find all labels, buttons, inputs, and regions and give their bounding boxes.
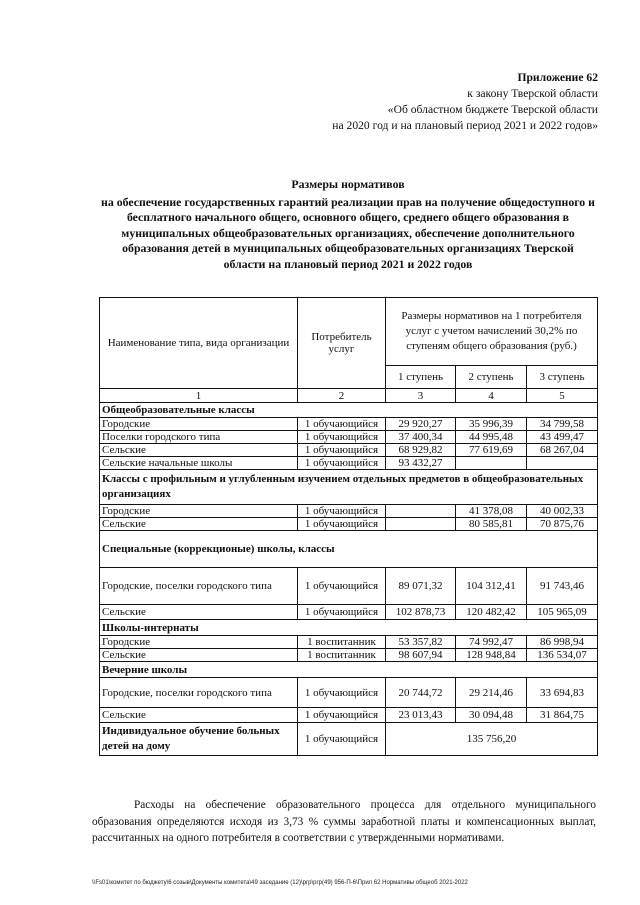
- heading-title: Размеры нормативов: [291, 177, 405, 191]
- table-column-numbers-row: [100, 389, 598, 403]
- row-step-3: 70 875,76: [527, 518, 598, 531]
- row-merged-value: 135 756,20: [386, 723, 598, 756]
- row-step-1: 29 920,27: [386, 418, 456, 431]
- column-number: 4: [456, 389, 527, 403]
- row-step-3: 40 002,33: [527, 505, 598, 518]
- row-step-3: 136 534,07: [527, 649, 598, 662]
- section-title: Общеобразовательные классы: [100, 403, 598, 418]
- row-consumer: 1 обучающийся: [298, 457, 386, 470]
- section-boarding-row: [100, 620, 598, 636]
- row-step-3: 43 499,47: [527, 431, 598, 444]
- row-step-1: 102 878,73: [386, 605, 456, 620]
- heading-subtitle: на обеспечение государственных гарантий реализации прав на получение общедоступного и бесплатного начального общего, основного общего, среднего общего образования в муниципальных общеобразовательных организациях, обеспечение дополнительного образования детей в муниципальных общеобразовательных организациях Тверской области на плановый период 2021 и 2022 годов: [101, 194, 595, 271]
- row-consumer: 1 обучающийся: [298, 678, 386, 708]
- row-consumer: 1 обучающийся: [298, 505, 386, 518]
- row-name: Поселки городского типа: [100, 431, 298, 444]
- table-row: [100, 444, 598, 457]
- table-row: [100, 505, 598, 518]
- row-consumer: 1 воспитанник: [298, 649, 386, 662]
- table-row: [100, 431, 598, 444]
- row-step-2: [456, 457, 527, 470]
- row-step-3: 86 998,94: [527, 636, 598, 649]
- section-individual-row: [100, 723, 598, 756]
- row-step-3: [527, 457, 598, 470]
- row-step-2: 30 094,48: [456, 708, 527, 723]
- row-step-1: 20 744,72: [386, 678, 456, 708]
- row-step-1: 23 013,43: [386, 708, 456, 723]
- header-step-2: 2 ступень: [456, 366, 527, 389]
- row-name: Городские, поселки городского типа: [100, 678, 298, 708]
- table-row: [100, 636, 598, 649]
- row-consumer: 1 обучающийся: [298, 431, 386, 444]
- table-row: [100, 678, 598, 708]
- row-name: Сельские: [100, 649, 298, 662]
- row-consumer: 1 обучающийся: [298, 708, 386, 723]
- row-name: Городские: [100, 505, 298, 518]
- row-name: Сельские: [100, 444, 298, 457]
- table-row: [100, 518, 598, 531]
- row-step-1: 89 071,32: [386, 568, 456, 605]
- appendix-title: Приложение 62: [517, 71, 598, 84]
- row-consumer: 1 обучающийся: [298, 723, 386, 756]
- row-step-2: 29 214,46: [456, 678, 527, 708]
- row-step-1: [386, 518, 456, 531]
- row-step-2: 44 995,48: [456, 431, 527, 444]
- table-row: [100, 649, 598, 662]
- column-number: 2: [298, 389, 386, 403]
- section-title: Классы с профильным и углубленным изучением отдельных предметов в общеобразовательных организациях: [100, 470, 598, 505]
- section-title: Специальные (коррекционые) школы, классы: [100, 531, 598, 568]
- column-number: 1: [100, 389, 298, 403]
- row-consumer: 1 обучающийся: [298, 418, 386, 431]
- table-header-row: [100, 298, 598, 366]
- section-title: Индивидуальное обучение больных детей на дому: [100, 723, 298, 756]
- row-step-3: 31 864,75: [527, 708, 598, 723]
- document-heading: [100, 177, 596, 273]
- row-consumer: 1 обучающийся: [298, 518, 386, 531]
- row-name: Сельские: [100, 518, 298, 531]
- section-profile-row: [100, 470, 598, 505]
- section-evening-row: [100, 662, 598, 678]
- row-name: Городские: [100, 636, 298, 649]
- row-name: Городские: [100, 418, 298, 431]
- row-step-2: 120 482,42: [456, 605, 527, 620]
- column-number: 5: [527, 389, 598, 403]
- row-step-2: 104 312,41: [456, 568, 527, 605]
- column-number: 3: [386, 389, 456, 403]
- section-general-row: [100, 403, 598, 418]
- row-step-1: 68 929,82: [386, 444, 456, 457]
- row-step-2: 77 619,69: [456, 444, 527, 457]
- row-consumer: 1 обучающийся: [298, 444, 386, 457]
- row-name: Сельские начальные школы: [100, 457, 298, 470]
- table-row: [100, 457, 598, 470]
- row-step-1: [386, 505, 456, 518]
- row-consumer: 1 воспитанник: [298, 636, 386, 649]
- appendix-line-3: на 2020 год и на плановый период 2021 и 2022 годов»: [332, 119, 598, 132]
- table-row: [100, 605, 598, 620]
- row-consumer: 1 обучающийся: [298, 568, 386, 605]
- section-title: Вечерние школы: [100, 662, 598, 678]
- row-step-2: 80 585,81: [456, 518, 527, 531]
- row-step-1: 93 432,27: [386, 457, 456, 470]
- row-step-1: 37 400,34: [386, 431, 456, 444]
- row-name: Сельские: [100, 708, 298, 723]
- row-step-3: 34 799,58: [527, 418, 598, 431]
- table-row: [100, 708, 598, 723]
- file-path-footer: \\Fs01\комитет по бюджету\6 созыв\Документы комитета\49 заседание (12)\ргр\ргр(49) 956-П-6\Прил 62 Нормативы общеоб 2021-2022: [92, 880, 468, 886]
- table-row: [100, 568, 598, 605]
- header-step-1: 1 ступень: [386, 366, 456, 389]
- appendix-header: [238, 70, 598, 134]
- appendix-line-2: «Об областном бюджете Тверской области: [387, 103, 598, 116]
- row-step-3: 91 743,46: [527, 568, 598, 605]
- row-step-2: 41 378,08: [456, 505, 527, 518]
- header-type-cell: Наименование типа, вида организации: [100, 298, 298, 389]
- row-step-1: 53 357,82: [386, 636, 456, 649]
- section-special-row: [100, 531, 598, 568]
- row-step-3: 33 694,83: [527, 678, 598, 708]
- row-step-2: 35 996,39: [456, 418, 527, 431]
- row-consumer: 1 обучающийся: [298, 605, 386, 620]
- row-name: Сельские: [100, 605, 298, 620]
- row-step-1: 98 607,94: [386, 649, 456, 662]
- row-step-3: 68 267,04: [527, 444, 598, 457]
- header-norms-cell: Размеры нормативов на 1 потребителя услуг с учетом начислений 30,2% по ступеням общего образования (руб.): [386, 298, 598, 366]
- explanatory-paragraph: Расходы на обеспечение образовательного процесса для отдельного муниципального образования определяются исходя из 3,73 % суммы заработной платы и компенсационных выплат, рассчитанных на одного потребителя в соответствии с утвержденными нормативами.: [92, 799, 596, 845]
- row-step-2: 74 992,47: [456, 636, 527, 649]
- row-step-2: 128 948,84: [456, 649, 527, 662]
- appendix-line-1: к закону Тверской области: [467, 87, 598, 100]
- header-consumer-cell: Потребитель услуг: [298, 298, 386, 389]
- row-name: Городские, поселки городского типа: [100, 568, 298, 605]
- norms-table: [99, 297, 598, 756]
- table-row: [100, 418, 598, 431]
- header-step-3: 3 ступень: [527, 366, 598, 389]
- row-step-3: 105 965,09: [527, 605, 598, 620]
- section-title: Школы-интернаты: [100, 620, 598, 636]
